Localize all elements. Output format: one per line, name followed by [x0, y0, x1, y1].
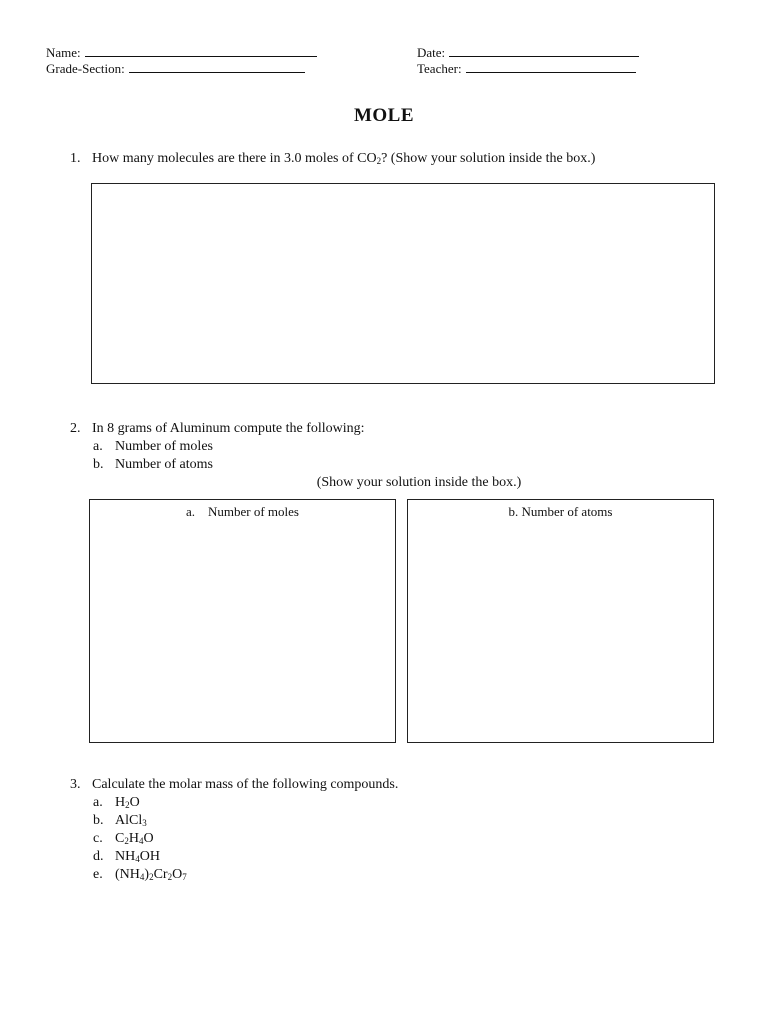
question-1 — [70, 150, 595, 168]
answer-box-1[interactable] — [91, 183, 715, 384]
question-1-text-after: ? (Show your solution inside the box.) — [381, 151, 596, 166]
item-text: Number of atoms — [115, 457, 213, 472]
compound-item — [93, 830, 187, 848]
answer-box-2b-label: b. Number of atoms — [508, 504, 613, 519]
question-3-text: Calculate the molar mass of the following compounds. — [92, 777, 399, 792]
page-title: MOLE — [353, 105, 415, 126]
grade-section-label: Grade-Section: — [46, 61, 125, 76]
question-3 — [70, 776, 398, 794]
question-1-subscript: 2 — [376, 156, 382, 166]
grade-section-field[interactable] — [46, 60, 305, 77]
compound-letter: d. — [93, 849, 104, 864]
compound-item — [93, 866, 187, 884]
question-2-item-b — [93, 456, 213, 474]
grade-section-blank[interactable] — [129, 60, 305, 73]
name-blank[interactable] — [85, 44, 317, 57]
answer-box-2a[interactable] — [89, 499, 396, 743]
compound-item — [93, 794, 187, 812]
compound-letter: b. — [93, 813, 104, 828]
question-2-item-a — [93, 438, 213, 456]
compound-letter: c. — [93, 831, 103, 846]
compound-formula: AlCl$_3$ — [115, 813, 147, 828]
name-field[interactable] — [46, 44, 317, 61]
compound-letter: e. — [93, 867, 103, 882]
question-1-number: 1. — [70, 151, 81, 166]
item-letter: a. — [93, 439, 103, 454]
question-1-text-before: How many molecules are there in 3.0 moles of CO — [92, 151, 377, 166]
question-2-number: 2. — [70, 421, 81, 436]
item-letter: b. — [93, 457, 104, 472]
question-2-text: In 8 grams of Aluminum compute the following: — [92, 421, 365, 436]
question-2 — [70, 420, 365, 438]
question-3-number: 3. — [70, 777, 81, 792]
compound-formula: $(NH_4)_2Cr_2O_7$ — [115, 867, 187, 882]
teacher-blank[interactable] — [466, 60, 636, 73]
date-blank[interactable] — [449, 44, 639, 57]
compound-formula: $C_2H_4O$ — [115, 831, 154, 846]
teacher-field[interactable] — [417, 60, 636, 77]
date-field[interactable] — [417, 44, 639, 61]
compound-list — [93, 794, 187, 884]
compound-letter: a. — [93, 795, 103, 810]
teacher-label: Teacher: — [417, 61, 462, 76]
item-text: Number of moles — [115, 439, 213, 454]
compound-formula: $H_2O$ — [115, 795, 140, 810]
compound-item — [93, 812, 187, 830]
question-2-instruction: (Show your solution inside the box.) — [316, 475, 522, 490]
answer-box-2a-label: a. Number of moles — [185, 504, 299, 519]
name-label: Name: — [46, 45, 81, 60]
answer-box-2b[interactable] — [407, 499, 714, 743]
date-label: Date: — [417, 45, 446, 60]
compound-formula: $NH_4OH$ — [115, 849, 160, 864]
compound-item — [93, 848, 187, 866]
